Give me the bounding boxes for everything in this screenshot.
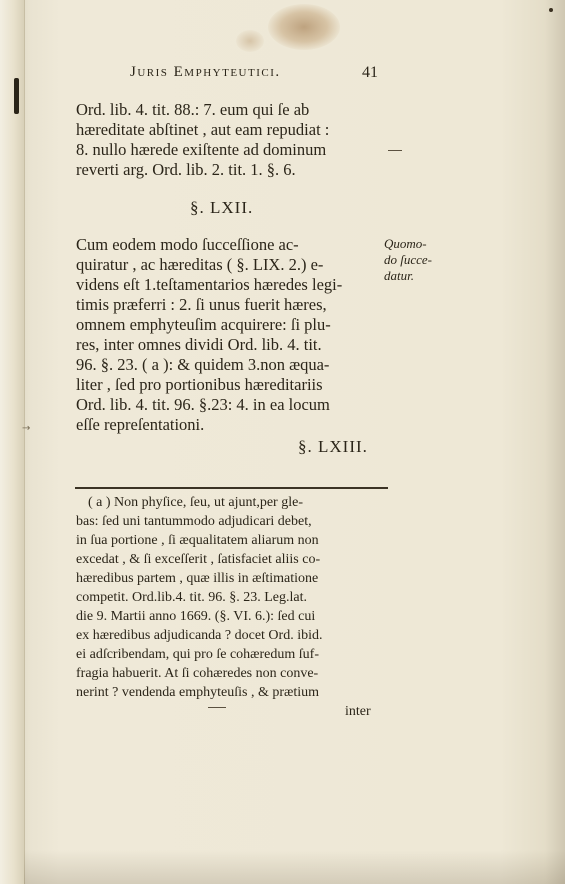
body-main-line-9: Ord. lib. 4. tit. 96. §.23: 4. in ea locum bbox=[76, 395, 330, 414]
body-main-line-3: videns eſt 1.teſtamentarios hæredes legi- bbox=[76, 275, 343, 294]
water-stain bbox=[268, 4, 340, 50]
body-main-line-5: omnem emphyteuſim acquirere: ſi plu- bbox=[76, 315, 331, 334]
water-stain-small bbox=[236, 30, 264, 52]
page-bottom-mark bbox=[208, 707, 226, 708]
section-heading: §. LXII. bbox=[190, 198, 254, 217]
running-title: Juris Emphyteutici. bbox=[130, 64, 281, 80]
footnote-line-7: die 9. Martii anno 1669. (§. VI. 6.): ſed cui bbox=[76, 609, 316, 624]
footnote-catchword: inter bbox=[345, 704, 371, 719]
body-main-line-6: res, inter omnes dividi Ord. lib. 4. tit. bbox=[76, 335, 322, 354]
body-main-line-10: eſſe repreſentationi. bbox=[76, 415, 205, 434]
footnote-line-5: hæredibus partem , quæ illis in æſtimatione bbox=[76, 571, 319, 586]
binding-gutter bbox=[0, 0, 25, 884]
body-top-line-3: 8. nullo hærede exiſtente ad dominum bbox=[76, 140, 327, 159]
body-main-line-8: liter , ſed pro portionibus hæreditariis bbox=[76, 375, 323, 394]
binding-mark bbox=[14, 78, 19, 114]
footnote-line-9: ei adſcribendam, qui pro ſe cohæredum ſuf- bbox=[76, 647, 319, 662]
footnote-line-11: nerint ? vendenda emphyteuſis , & prætium bbox=[76, 685, 320, 700]
footnote-line-3: in ſua portione , ſi æqualitatem aliarum non bbox=[76, 533, 319, 548]
footnote-line-10: fragia habuerit. At ſi cohæredes non conve- bbox=[76, 666, 319, 681]
body-main-line-2: quiratur , ac hæreditas ( §. LIX. 2.) e- bbox=[76, 255, 324, 274]
footnote-line-8: ex hæredibus adjudicanda ? docet Ord. ibid. bbox=[76, 628, 323, 643]
body-main-line-4: timis præferri : 2. ſi unus fuerit hæres, bbox=[76, 295, 327, 314]
page-number: 41 bbox=[362, 64, 378, 81]
margin-arrow-mark: → bbox=[22, 423, 31, 434]
footnote-line-2: bas: ſed uni tantummodo adjudicari debet, bbox=[76, 514, 312, 529]
body-main-line-1: Cum eodem modo ſucceſſione ac- bbox=[76, 235, 299, 254]
body-main-line-7: 96. §. 23. ( a ): & quidem 3.non æqua- bbox=[76, 355, 330, 374]
footnote-line-6: competit. Ord.lib.4. tit. 96. §. 23. Leg.lat. bbox=[76, 590, 307, 605]
body-top-line-1: Ord. lib. 4. tit. 88.: 7. eum qui ſe ab bbox=[76, 100, 310, 119]
footnote-line-1: ( a ) Non phyſice, ſeu, ut ajunt,per gle- bbox=[88, 495, 303, 510]
margin-dash bbox=[388, 150, 402, 151]
body-top-line-4: reverti arg. Ord. lib. 2. tit. 1. §. 6. bbox=[76, 160, 296, 179]
page-bottom-shadow bbox=[24, 850, 565, 884]
footnote-line-4: excedat , & ſi exceſſerit , ſatisfaciet aliis co- bbox=[76, 552, 321, 567]
footnote-rule bbox=[75, 487, 388, 489]
margin-note-line-3: datur. bbox=[384, 268, 414, 283]
catchword-next-section: §. LXIII. bbox=[298, 437, 368, 456]
margin-note-line-2: do ſucce- bbox=[384, 252, 433, 267]
body-top-line-2: hæreditate abſtinet , aut eam repudiat : bbox=[76, 120, 330, 139]
margin-note-line-1: Quomo- bbox=[384, 236, 427, 251]
ink-dot bbox=[549, 8, 553, 12]
